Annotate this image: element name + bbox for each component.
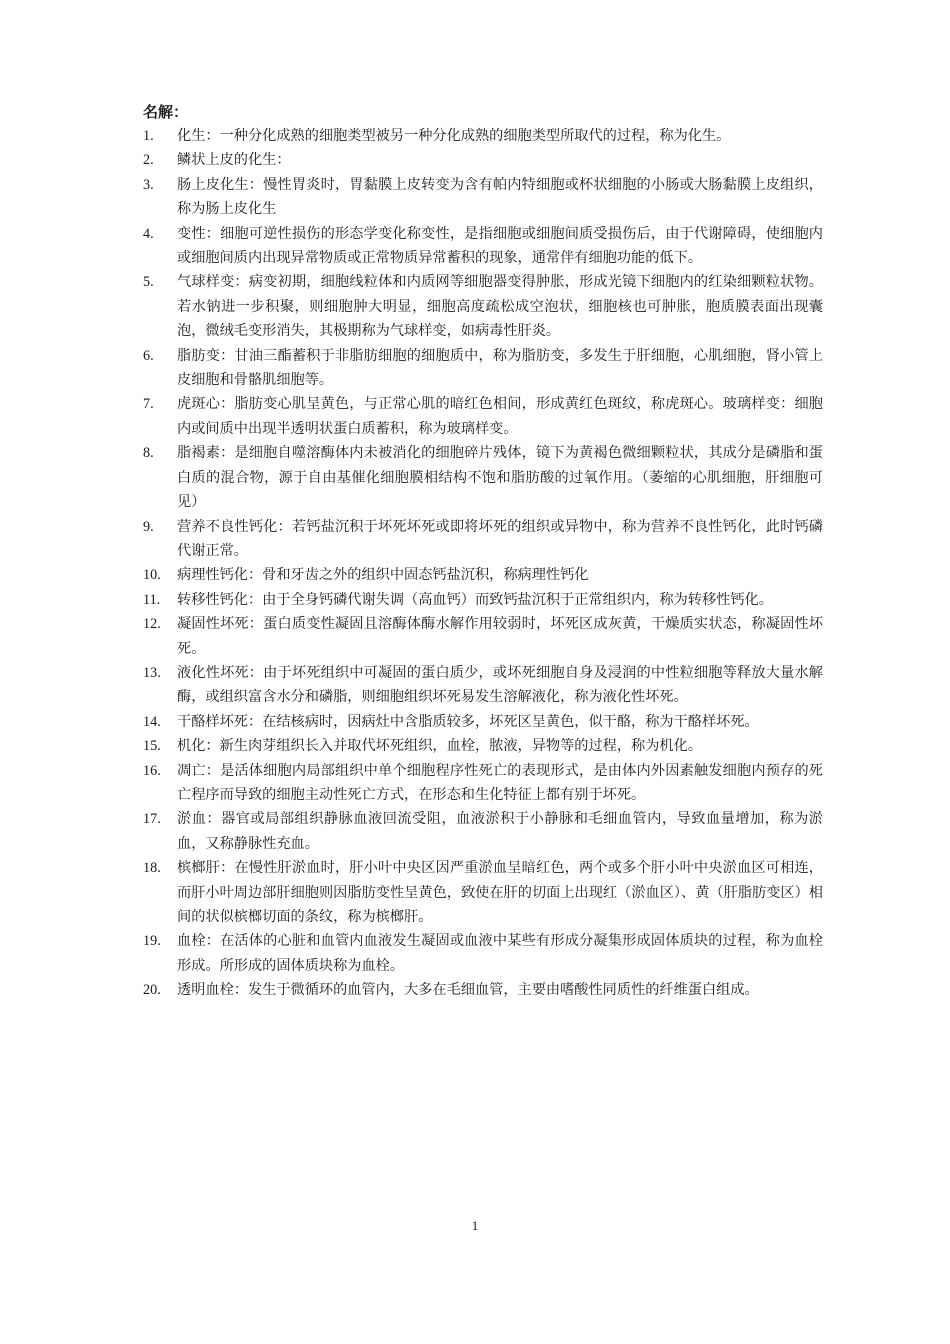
definition-item: [143, 856, 823, 929]
item-text: 凝固性坏死：蛋白质变性凝固且溶酶体酶水解作用较弱时，坏死区成灰黄，干燥质实状态，称凝固性坏死。: [177, 616, 823, 657]
item-number: 19.: [143, 933, 161, 950]
item-text: 机化：新生肉芽组织长入并取代坏死组织，血栓，脓液，异物等的过程，称为机化。: [177, 738, 702, 755]
item-text: 凋亡：是活体细胞内局部组织中单个细胞程序性死亡的表现形式，是由体内外因素触发细胞内预存的死亡程序而导致的细胞主动性死亡方式，在形态和生化特征上都有别于坏死。: [177, 762, 823, 803]
item-text: 变性：细胞可逆性损伤的形态学变化称变性，是指细胞或细胞间质受损伤后，由于代谢障碍，使细胞内或细胞间质内出现异常物质或正常物质异常蓄积的现象，通常伴有细胞功能的低下。: [177, 225, 823, 267]
item-number: 14.: [143, 713, 161, 730]
definition-item: [143, 563, 823, 587]
definition-item: [143, 734, 823, 758]
item-number: 3.: [143, 176, 154, 193]
item-text: 化生：一种分化成熟的细胞类型被另一种分化成熟的细胞类型所取代的过程，称为化生。: [177, 128, 731, 144]
item-number: 12.: [143, 616, 161, 633]
item-text: 血栓：在活体的心脏和血管内血液发生凝固或血液中某些有形成分凝集形成固体质块的过程，称为血栓形成。所形成的固体质块称为血栓。: [177, 933, 823, 974]
item-number: 20.: [143, 982, 161, 999]
item-number: 15.: [143, 738, 161, 755]
definition-item: [143, 148, 823, 172]
definition-item: [143, 392, 823, 441]
definition-item: [143, 710, 823, 734]
definition-item: [143, 441, 823, 514]
item-number: 17.: [143, 811, 161, 828]
item-number: 8.: [143, 445, 154, 462]
definition-item: [143, 929, 823, 978]
item-text: 透明血栓：发生于微循环的血管内，大多在毛细血管，主要由嗜酸性同质性的纤维蛋白组成。: [177, 982, 759, 999]
item-text: 转移性钙化：由于全身钙磷代谢失调（高血钙）而致钙盐沉积于正常组织内，称为转移性钙化。: [177, 591, 773, 608]
definition-item: [143, 588, 823, 612]
definition-item: [143, 612, 823, 661]
item-number: 2.: [143, 152, 154, 169]
item-number: 10.: [143, 567, 161, 584]
definition-item: [143, 124, 823, 148]
definition-item: [143, 759, 823, 808]
item-number: 9.: [143, 518, 154, 535]
item-text: 鳞状上皮的化生：: [177, 152, 291, 169]
item-text: 脂褐素：是细胞自噬溶酶体内未被消化的细胞碎片残体，镜下为黄褐色微细颗粒状，其成分是磷脂和蛋白质的混合物，源于自由基催化细胞膜相结构不饱和脂肪酸的过氧作用。（萎缩的心肌细胞，肝细胞可见）: [177, 445, 823, 511]
definition-list: [143, 124, 823, 1003]
definition-item: [143, 978, 823, 1002]
item-text: 虎斑心：脂肪变心肌呈黄色，与正常心肌的暗红色相间，形成黄红色斑纹，称虎斑心。玻璃样变：细胞内或间质中出现半透明状蛋白质蓄积，称为玻璃样变。: [177, 396, 823, 437]
item-number: 7.: [143, 396, 154, 413]
definition-item: [143, 173, 823, 222]
item-text: 气球样变：病变初期，细胞线粒体和内质网等细胞器变得肿胀，形成光镜下细胞内的红染细颗粒状物。若水钠进一步积聚，则细胞肿大明显，细胞高度疏松成空泡状，细胞核也可肿胀，胞质膜表面出现囊泡，微绒毛变形消失，其极期称为气球样变，如病毒性肝炎。: [177, 274, 823, 340]
item-number: 1.: [143, 128, 154, 144]
definition-item: [143, 807, 823, 856]
definition-item: [143, 222, 823, 271]
item-number: 5.: [143, 274, 154, 291]
item-number: 11.: [143, 591, 161, 608]
item-number: 18.: [143, 860, 161, 877]
definition-item: [143, 661, 823, 710]
definition-item: [143, 270, 823, 343]
definition-item: [143, 515, 823, 564]
section-title: 名解：: [143, 103, 189, 121]
item-number: 6.: [143, 347, 154, 364]
item-number: 13.: [143, 664, 161, 681]
item-text: 病理性钙化：骨和牙齿之外的组织中固态钙盐沉积，称病理性钙化: [177, 567, 589, 584]
item-text: 肠上皮化生：慢性胃炎时，胃黏膜上皮转变为含有帕内特细胞或杯状细胞的小肠或大肠黏膜上皮组织，称为肠上皮化生: [177, 176, 823, 218]
item-text: 槟榔肝：在慢性肝淤血时，肝小叶中央区因严重淤血呈暗红色，两个或多个肝小叶中央淤血区可相连，而肝小叶周边部肝细胞则因脂肪变性呈黄色，致使在肝的切面上出现红（淤血区）、黄（肝脂肪变区）相间的状似槟榔切面的条纹，称为槟榔肝。: [177, 860, 823, 925]
item-text: 营养不良性钙化：若钙盐沉积于坏死坏死或即将坏死的组织或异物中，称为营养不良性钙化，此时钙磷代谢正常。: [177, 518, 823, 559]
item-text: 淤血：器官或局部组织静脉血液回流受阻，血液淤积于小静脉和毛细血管内，导致血量增加，称为淤血，又称静脉性充血。: [177, 811, 823, 852]
page-number: 1: [471, 1218, 479, 1233]
item-number: 16.: [143, 762, 161, 779]
item-text: 液化性坏死：由于坏死组织中可凝固的蛋白质少，或坏死细胞自身及浸润的中性粒细胞等释放大量水解酶，或组织富含水分和磷脂，则细胞组织坏死易发生溶解液化，称为液化性坏死。: [177, 664, 823, 706]
definition-item: [143, 344, 823, 393]
item-number: 4.: [143, 225, 154, 242]
item-text: 脂肪变：甘油三酯蓄积于非脂肪细胞的细胞质中，称为脂肪变，多发生于肝细胞，心肌细胞，肾小管上皮细胞和骨骼肌细胞等。: [177, 347, 823, 389]
item-text: 干酪样坏死：在结核病时，因病灶中含脂质较多，坏死区呈黄色，似干酪，称为干酪样坏死。: [177, 713, 759, 730]
